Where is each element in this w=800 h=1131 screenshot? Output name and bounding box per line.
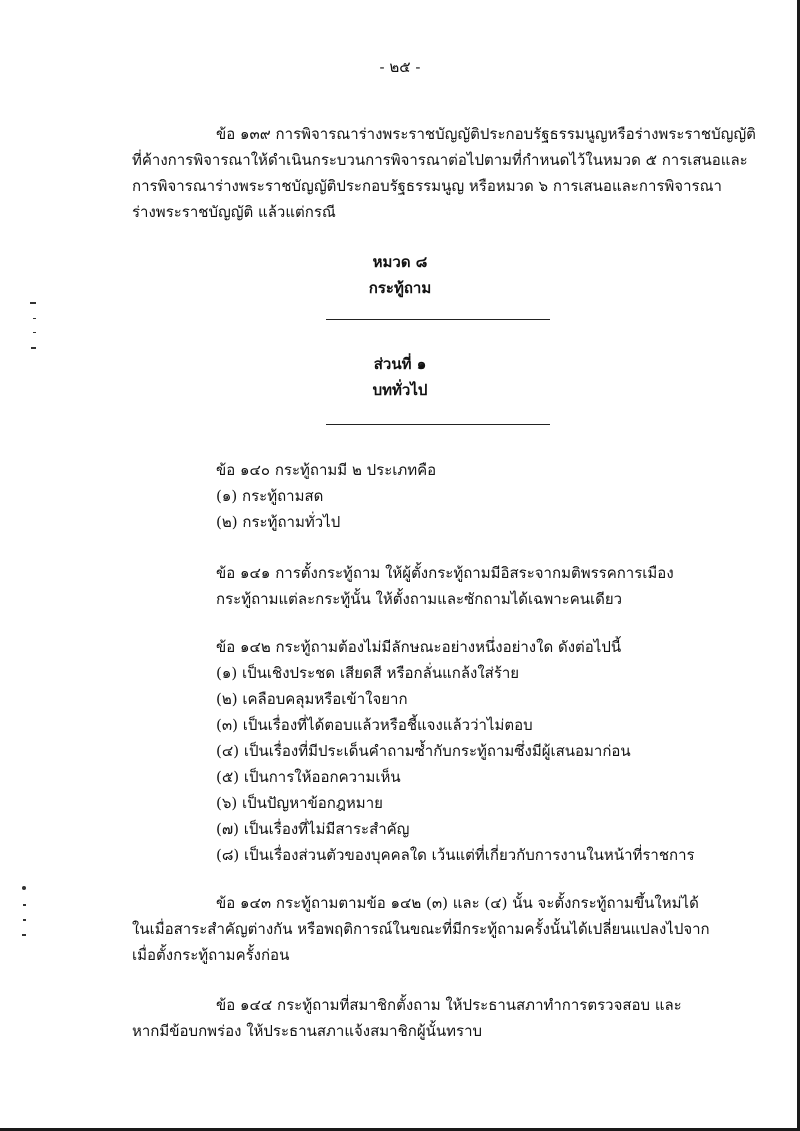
part-label: ส่วนที่ ๑: [373, 355, 427, 373]
section-139-line-1: ข้อ ๑๓๙ การพิจารณาร่างพระราชบัญญัติประกอบรัฐธรรมนูญหรือร่างพระราชบัญญัติ: [216, 125, 756, 143]
page-number: - ๒๕ -: [379, 58, 421, 76]
section-144-line-2: หากมีข้อบกพร่อง ให้ประธานสภาแจ้งสมาชิกผู้นั้นทราบ: [132, 1022, 483, 1040]
chapter-label: หมวด ๘: [372, 253, 428, 271]
section-142-item-8: (๘) เป็นเรื่องส่วนตัวของบุคคลใด เว้นแต่ที่เกี่ยวกับการงานในหน้าที่ราชการ: [216, 846, 695, 864]
section-142-item-1: (๑) เป็นเชิงประชด เสียดสี หรือกลั่นแกล้งใส่ร้าย: [216, 664, 520, 682]
section-139-line-4: ร่างพระราชบัญญัติ แล้วแต่กรณี: [132, 203, 336, 221]
section-140-item-2: (๒) กระทู้ถามทั่วไป: [216, 513, 341, 531]
divider-rule: [326, 319, 550, 320]
section-144-line-1: ข้อ ๑๔๔ กระทู้ถามที่สมาชิกตั้งถาม ให้ประธานสภาทำการตรวจสอบ และ: [216, 996, 682, 1014]
section-142-item-5: (๕) เป็นการให้ออกความเห็น: [216, 768, 401, 786]
section-141-line-1: ข้อ ๑๔๑ การตั้งกระทู้ถาม ให้ผู้ตั้งกระทู้ถามมีอิสระจากมติพรรคการเมือง: [216, 564, 674, 582]
section-142-item-6: (๖) เป็นปัญหาข้อกฎหมาย: [216, 794, 383, 812]
scan-mark: [23, 904, 26, 906]
section-142-heading: ข้อ ๑๔๒ กระทู้ถามต้องไม่มีลักษณะอย่างหนึ่งอย่างใด ดังต่อไปนี้: [216, 638, 622, 656]
section-143-line-2: ในเมื่อสาระสำคัญต่างกัน หรือพฤติการณ์ในขณะที่มีกระทู้ถามครั้งนั้นได้เปลี่ยนแปลงไปจาก: [132, 920, 710, 938]
scan-mark: [22, 934, 26, 936]
scan-mark: [31, 347, 36, 349]
section-140-item-1: (๑) กระทู้ถามสด: [216, 487, 324, 505]
section-140-heading: ข้อ ๑๔๐ กระทู้ถามมี ๒ ประเภทคือ: [216, 461, 437, 479]
section-142-item-4: (๔) เป็นเรื่องที่มีประเด็นคำถามซ้ำกับกระทู้ถามซึ่งมีผู้เสนอมาก่อน: [216, 742, 631, 760]
scan-mark: [33, 332, 36, 333]
scan-mark: [30, 302, 36, 304]
section-142-item-3: (๓) เป็นเรื่องที่ได้ตอบแล้วหรือชี้แจงแล้วว่าไม่ตอบ: [216, 716, 533, 734]
section-142-item-2: (๒) เคลือบคลุมหรือเข้าใจยาก: [216, 690, 408, 708]
scan-mark: [23, 919, 26, 921]
scan-mark: [22, 886, 26, 890]
section-139-line-3: การพิจารณาร่างพระราชบัญญัติประกอบรัฐธรรมนูญ หรือหมวด ๖ การเสนอและการพิจารณา: [132, 177, 722, 195]
part-title: บททั่วไป: [372, 381, 428, 399]
section-139-line-2: ที่ค้างการพิจารณาให้ดำเนินกระบวนการพิจารณาต่อไปตามที่กำหนดไว้ในหมวด ๕ การเสนอและ: [132, 151, 748, 169]
section-142-item-7: (๗) เป็นเรื่องที่ไม่มีสาระสำคัญ: [216, 820, 410, 838]
divider-rule: [326, 424, 550, 425]
chapter-title: กระทู้ถาม: [368, 279, 432, 297]
section-141-line-2: กระทู้ถามแต่ละกระทู้นั้น ให้ตั้งถามและซักถามได้เฉพาะคนเดียว: [216, 590, 623, 608]
section-143-line-3: เมื่อตั้งกระทู้ถามครั้งก่อน: [132, 946, 290, 964]
scan-mark: [33, 318, 36, 319]
section-143-line-1: ข้อ ๑๔๓ กระทู้ถามตามข้อ ๑๔๒ (๓) และ (๔) นั้น จะตั้งกระทู้ถามขึ้นใหม่ได้: [216, 894, 699, 912]
